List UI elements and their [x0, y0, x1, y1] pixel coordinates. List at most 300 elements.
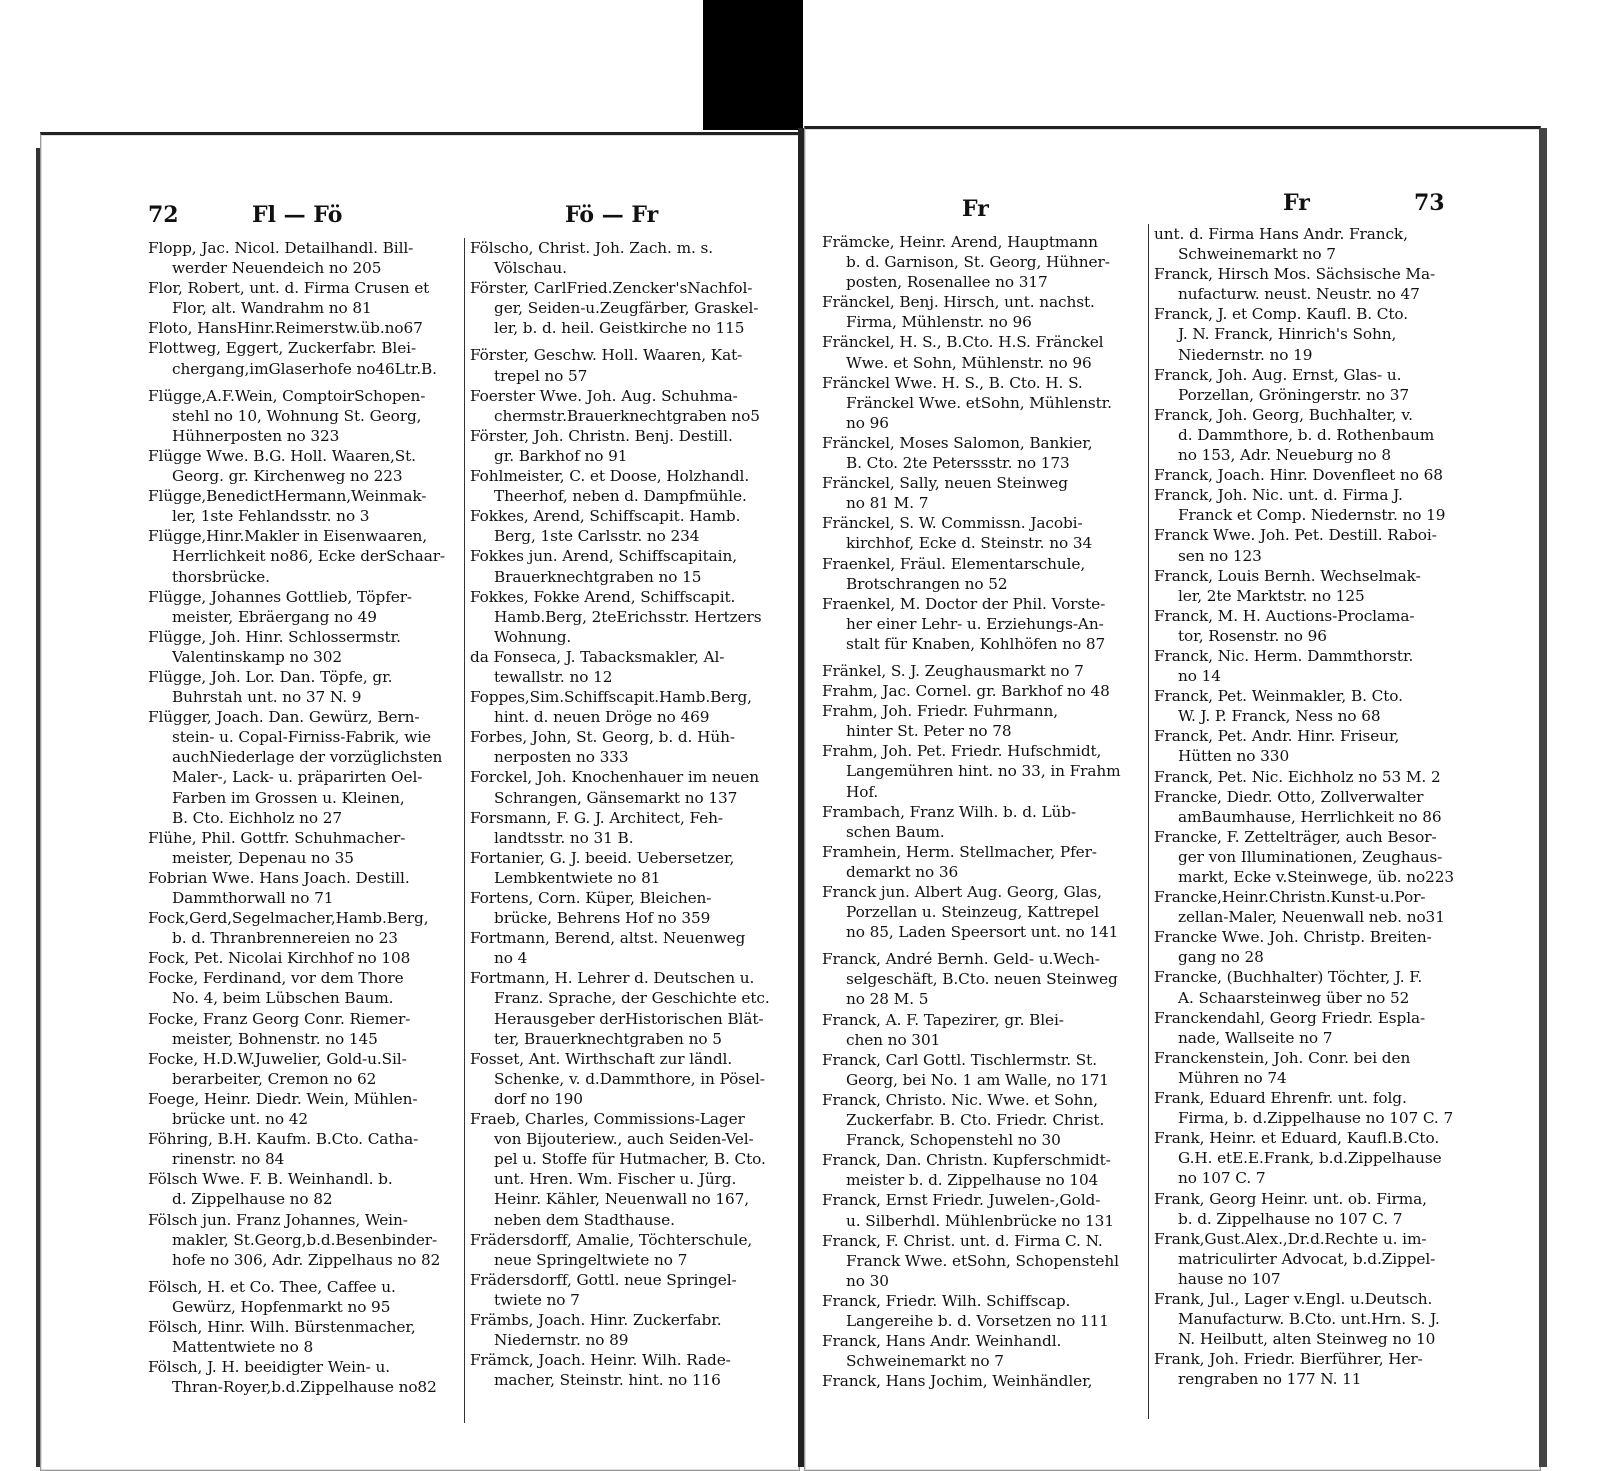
directory-entry: [822, 332, 1150, 372]
entry-line: Franck, Hans Jochim, Weinhändler,: [822, 1372, 1093, 1391]
entry-line: neue Springeltwiete no 7: [494, 1250, 688, 1269]
right-page-column-2: [1148, 224, 1486, 1419]
directory-entry: [822, 802, 1150, 842]
entry-line: G.H. etE.E.Frank, b.d.Zippelhause: [1178, 1149, 1442, 1168]
directory-entry: [148, 1089, 462, 1129]
directory-entry: [1154, 927, 1486, 967]
entry-line: Foerster Wwe. Joh. Aug. Schuhma-: [470, 386, 738, 405]
directory-entry: [1154, 304, 1486, 364]
entry-line: Franck, Joach. Hinr. Dovenfleet no 68: [1154, 466, 1443, 485]
entry-line: Fobrian Wwe. Hans Joach. Destill.: [148, 868, 410, 887]
directory-entry: [822, 1150, 1150, 1190]
entry-line: Fölsch, J. H. beeidigter Wein- u.: [148, 1358, 390, 1377]
entry-line: hofe no 306, Adr. Zippelhaus no 82: [172, 1250, 441, 1269]
entry-line: u. Silberhdl. Mühlenbrücke no 131: [846, 1211, 1114, 1230]
entry-line: Fock, Pet. Nicolai Kirchhof no 108: [148, 949, 411, 968]
directory-entry: [822, 882, 1150, 942]
entry-line: no 96: [846, 413, 889, 432]
directory-entry: [1154, 827, 1486, 887]
entry-line: d. Zippelhause no 82: [172, 1190, 333, 1209]
entry-line: B. Cto. 2te Peterssstr. no 173: [846, 454, 1070, 473]
entry-line: Hamb.Berg, 2teErichsstr. Hertzers: [494, 607, 762, 626]
directory-entry: [470, 587, 786, 647]
entry-line: amBaumhause, Herrlichkeit no 86: [1178, 807, 1442, 826]
entry-line: Franck, Joh. Georg, Buchhalter, v.: [1154, 405, 1413, 424]
directory-entry: [822, 842, 1150, 882]
entry-line: posten, Rosenallee no 317: [846, 273, 1048, 292]
directory-entry: [1154, 1008, 1486, 1048]
directory-entry: [470, 1310, 786, 1350]
entry-line: no 28 M. 5: [846, 990, 929, 1009]
directory-entry: [1154, 405, 1486, 465]
directory-entry: [822, 292, 1150, 332]
directory-entry: [1154, 264, 1486, 304]
entry-line: sen no 123: [1178, 546, 1262, 565]
directory-entry: [470, 278, 786, 338]
directory-entry: [470, 848, 786, 888]
directory-entry: [1154, 1349, 1486, 1389]
entry-line: Franck, Pet. Andr. Hinr. Friseur,: [1154, 727, 1400, 746]
entry-line: Flopp, Jac. Nicol. Detailhandl. Bill-: [148, 239, 414, 257]
entry-line: Niedernstr. no 89: [494, 1331, 629, 1350]
entry-line: neben dem Stadthause.: [494, 1210, 675, 1229]
entry-line: Franck, Carl Gottl. Tischlermstr. St.: [822, 1050, 1097, 1069]
entry-line: Främbs, Joach. Hinr. Zuckerfabr.: [470, 1310, 722, 1329]
entry-line: Fölsch jun. Franz Johannes, Wein-: [148, 1210, 408, 1229]
entry-line: Frambach, Franz Wilh. b. d. Lüb-: [822, 802, 1077, 821]
entry-line: Franck, F. Christ. unt. d. Firma C. N.: [822, 1231, 1103, 1250]
directory-entry: [148, 1277, 462, 1317]
entry-line: J. N. Franck, Hinrich's Sohn,: [1178, 325, 1397, 344]
entry-line: Fosset, Ant. Wirthschaft zur ländl.: [470, 1049, 733, 1068]
entry-line: makler, St.Georg,b.d.Besenbinder-: [172, 1230, 438, 1249]
entry-line: Fränckel, Benj. Hirsch, unt. nachst.: [822, 293, 1095, 312]
entry-line: Franck, Nic. Herm. Dammthorstr.: [1154, 646, 1414, 665]
entry-line: Flügge Wwe. B.G. Holl. Waaren,St.: [148, 446, 416, 465]
entry-line: dorf no 190: [494, 1089, 583, 1108]
entry-line: Franck, Pet. Weinmakler, B. Cto.: [1154, 687, 1403, 706]
directory-entry: [470, 1049, 786, 1109]
entry-line: Forckel, Joh. Knochenhauer im neuen: [470, 768, 760, 787]
entry-line: hinter St. Peter no 78: [846, 722, 1012, 741]
entry-line: Franck jun. Albert Aug. Georg, Glas,: [822, 883, 1102, 901]
entry-line: b. d. Zippelhause no 107 C. 7: [1178, 1209, 1403, 1228]
directory-entry: [822, 949, 1150, 1009]
entry-line: meister, Bohnenstr. no 145: [172, 1029, 378, 1048]
entry-line: Francke Wwe. Joh. Christp. Breiten-: [1154, 928, 1432, 947]
entry-line: Fortmann, H. Lehrer d. Deutschen u.: [470, 969, 755, 988]
entry-line: nerposten no 333: [494, 748, 629, 767]
directory-entry: [822, 513, 1150, 553]
entry-line: Frank, Eduard Ehrenfr. unt. folg.: [1154, 1089, 1407, 1108]
entry-line: gang no 28: [1178, 948, 1264, 967]
entry-line: Franck, J. et Comp. Kaufl. B. Cto.: [1154, 305, 1409, 324]
entry-line: Förster, Joh. Christn. Benj. Destill.: [470, 426, 733, 445]
entry-line: demarkt no 36: [846, 862, 959, 881]
entry-line: Flügge,A.F.Wein, ComptoirSchopen-: [148, 386, 426, 405]
entry-line: Buhrstah unt. no 37 N. 9: [172, 688, 362, 707]
directory-entry: [1154, 1289, 1486, 1349]
entry-line: Franck, Schopenstehl no 30: [846, 1131, 1061, 1150]
directory-entry: [822, 373, 1150, 433]
entry-line: Förster, Geschw. Holl. Waaren, Kat-: [470, 346, 743, 365]
entry-line: Foppes,Sim.Schiffscapit.Hamb.Berg,: [470, 688, 752, 707]
entry-line: Fränkel, S. J. Zeughausmarkt no 7: [822, 661, 1084, 680]
entry-line: Flügger, Joach. Dan. Gewürz, Bern-: [148, 708, 420, 727]
entry-line: unt. Hren. Wm. Fischer u. Jürg.: [494, 1170, 737, 1189]
entry-line: stein- u. Copal-Firniss-Fabrik, wie: [172, 728, 431, 747]
directory-entry: [148, 386, 462, 446]
entry-line: matriculirter Advocat, b.d.Zippel-: [1178, 1249, 1436, 1268]
entry-line: chermstr.Brauerknechtgraben no5: [494, 406, 760, 425]
entry-line: Herausgeber derHistorischen Blät-: [494, 1009, 764, 1028]
entry-line: werder Neuendeich no 205: [172, 259, 382, 278]
entry-line: Frädersdorff, Amalie, Töchterschule,: [470, 1230, 753, 1249]
directory-entry: [148, 627, 462, 667]
directory-entry: [470, 466, 786, 506]
entry-line: stehl no 10, Wohnung St. Georg,: [172, 406, 422, 425]
directory-entry: [822, 1231, 1150, 1291]
right-header-left: Fr: [962, 196, 989, 222]
entry-line: Franz. Sprache, der Geschichte etc.: [494, 989, 770, 1008]
directory-entry: [822, 661, 1150, 681]
entry-line: Franck Wwe. Joh. Pet. Destill. Raboi-: [1154, 526, 1437, 545]
entry-line: hint. d. neuen Dröge no 469: [494, 708, 710, 727]
entry-line: thorsbrücke.: [172, 567, 270, 586]
entry-line: meister, Depenau no 35: [172, 848, 354, 867]
entry-line: Mattentwiete no 8: [172, 1338, 314, 1357]
directory-entry: [822, 681, 1150, 701]
entry-line: Fock,Gerd,Segelmacher,Hamb.Berg,: [148, 909, 429, 928]
entry-line: auchNiederlage der vorzüglichsten: [172, 748, 443, 767]
directory-entry: [822, 1190, 1150, 1230]
entry-line: von Bijouteriew., auch Seiden-Vel-: [494, 1130, 754, 1149]
entry-line: Franck Wwe. etSohn, Schopenstehl: [846, 1251, 1119, 1270]
entry-line: Franckendahl, Georg Friedr. Espla-: [1154, 1008, 1426, 1027]
directory-entry: [470, 1109, 786, 1230]
entry-line: Floto, HansHinr.Reimerstw.üb.no67: [148, 319, 423, 338]
entry-line: Langemühren hint. no 33, in Frahm: [846, 762, 1121, 781]
entry-line: Langereihe b. d. Vorsetzen no 111: [846, 1311, 1109, 1330]
entry-line: Franck, Dan. Christn. Kupferschmidt-: [822, 1151, 1111, 1170]
entry-line: Fränckel, Sally, neuen Steinweg: [822, 474, 1068, 493]
entry-line: Fraeb, Charles, Commissions-Lager: [470, 1110, 745, 1129]
entry-line: Franck, Joh. Nic. unt. d. Firma J.: [1154, 486, 1403, 505]
directory-entry: [1154, 525, 1486, 565]
entry-line: Fränckel, H. S., B.Cto. H.S. Fränckel: [822, 333, 1104, 352]
entry-line: Fränckel, S. W. Commissn. Jacobi-: [822, 514, 1083, 533]
directory-entry: [470, 1350, 786, 1390]
entry-line: gr. Barkhof no 91: [494, 446, 628, 465]
entry-line: kirchhof, Ecke d. Steinstr. no 34: [846, 534, 1093, 553]
entry-line: Främck, Joach. Heinr. Wilh. Rade-: [470, 1351, 731, 1370]
entry-line: no 81 M. 7: [846, 494, 929, 513]
entry-line: rinenstr. no 84: [172, 1150, 285, 1169]
entry-line: tewallstr. no 12: [494, 667, 613, 686]
entry-line: Flor, Robert, unt. d. Firma Crusen et: [148, 279, 430, 298]
directory-entry: [1154, 1189, 1486, 1229]
entry-line: meister b. d. Zippelhause no 104: [846, 1171, 1099, 1190]
entry-line: Franck, Louis Bernh. Wechselmak-: [1154, 566, 1421, 585]
entry-line: macher, Steinstr. hint. no 116: [494, 1371, 721, 1390]
entry-line: A. Schaarsteinweg über no 52: [1178, 988, 1410, 1007]
directory-entry: [1154, 887, 1486, 927]
entry-line: Fölscho, Christ. Joh. Zach. m. s.: [470, 239, 714, 257]
entry-line: Valentinskamp no 302: [172, 647, 342, 666]
entry-line: Wohnung.: [494, 627, 572, 646]
directory-entry: [1154, 1128, 1486, 1188]
entry-line: Frank, Joh. Friedr. Bierführer, Her-: [1154, 1350, 1423, 1369]
entry-line: Focke, Franz Georg Conr. Riemer-: [148, 1009, 411, 1028]
entry-line: ler, b. d. heil. Geistkirche no 115: [494, 319, 745, 338]
directory-entry: [148, 587, 462, 627]
right-page-number: 73: [1414, 190, 1445, 216]
directory-entry: [470, 928, 786, 968]
directory-entry: [148, 1357, 462, 1397]
entry-line: Berg, 1ste Carlsstr. no 234: [494, 527, 700, 546]
entry-line: chen no 301: [846, 1030, 941, 1049]
entry-line: ler, 1ste Fehlandsstr. no 3: [172, 507, 370, 526]
entry-line: Dammthorwall no 71: [172, 889, 334, 907]
entry-line: Fokkes, Fokke Arend, Schiffscapit.: [470, 587, 736, 606]
entry-line: Flügge, Johannes Gottlieb, Töpfer-: [148, 587, 412, 606]
entry-line: Maler-, Lack- u. präparirten Oel-: [172, 768, 423, 787]
entry-line: Porzellan, Gröningerstr. no 37: [1178, 385, 1410, 404]
entry-line: Schrangen, Gänsemarkt no 137: [494, 788, 738, 807]
directory-entry: [148, 1129, 462, 1169]
directory-entry: [470, 238, 786, 278]
entry-line: da Fonseca, J. Tabacksmakler, Al-: [470, 647, 725, 666]
directory-entry: [1154, 465, 1486, 485]
entry-line: Lembkentwiete no 81: [494, 868, 661, 887]
entry-line: zellan-Maler, Neuenwall neb. no31: [1178, 908, 1445, 927]
entry-line: Forbes, John, St. Georg, b. d. Hüh-: [470, 728, 735, 747]
directory-entry: [148, 278, 462, 318]
directory-entry: [822, 1010, 1150, 1050]
entry-line: No. 4, beim Lübschen Baum.: [172, 989, 394, 1008]
entry-line: Franck, Ernst Friedr. Juwelen-,Gold-: [822, 1191, 1101, 1210]
left-header-left: Fl — Fö: [252, 202, 343, 228]
entry-line: Franckenstein, Joh. Conr. bei den: [1154, 1048, 1411, 1067]
directory-entry: [148, 908, 462, 948]
entry-line: Porzellan u. Steinzeug, Kattrepel: [846, 903, 1100, 922]
entry-line: Flügge, Joh. Hinr. Schlossermstr.: [148, 627, 401, 646]
right-header-right: Fr: [1283, 190, 1310, 216]
entry-line: twiete no 7: [494, 1290, 580, 1309]
directory-entry: [148, 828, 462, 868]
directory-entry: [470, 386, 786, 426]
entry-line: Fölsch Wwe. F. B. Weinhandl. b.: [148, 1170, 393, 1189]
directory-entry: [1154, 726, 1486, 766]
entry-line: Franck, A. F. Tapezirer, gr. Blei-: [822, 1010, 1064, 1029]
directory-entry: [470, 1230, 786, 1270]
directory-entry: [148, 1317, 462, 1357]
entry-line: Hühnerposten no 323: [172, 426, 340, 445]
entry-line: Theerhof, neben d. Dampfmühle.: [494, 487, 747, 506]
directory-entry: [1154, 787, 1486, 827]
left-header-right: Fö — Fr: [565, 202, 659, 228]
directory-entry: [1154, 365, 1486, 405]
entry-line: Herrlichkeit no86, Ecke derSchaar-: [172, 547, 445, 566]
entry-line: Schweinemarkt no 7: [1178, 245, 1336, 264]
entry-line: Fokkes jun. Arend, Schiffscapitain,: [470, 547, 737, 566]
entry-line: Frahm, Jac. Cornel. gr. Barkhof no 48: [822, 682, 1110, 701]
entry-line: Francke, (Buchhalter) Töchter, J. F.: [1154, 968, 1423, 987]
entry-line: Främcke, Heinr. Arend, Hauptmann: [822, 233, 1098, 251]
entry-line: Brotschrangen no 52: [846, 574, 1008, 593]
entry-line: Frädersdorff, Gottl. neue Springel-: [470, 1270, 737, 1289]
entry-line: hause no 107: [1178, 1269, 1281, 1288]
directory-entry: [148, 338, 462, 378]
directory-entry: [148, 968, 462, 1008]
entry-line: Schenke, v. d.Dammthore, in Pösel-: [494, 1069, 765, 1088]
left-page-column-2: [464, 238, 786, 1423]
entry-line: markt, Ecke v.Steinwege, üb. no223: [1178, 868, 1455, 886]
directory-entry: [1154, 1229, 1486, 1289]
entry-line: Farben im Grossen u. Kleinen,: [172, 788, 405, 807]
entry-line: landtsstr. no 31 B.: [494, 828, 634, 847]
entry-line: nade, Wallseite no 7: [1178, 1028, 1333, 1047]
entry-line: Flottweg, Eggert, Zuckerfabr. Blei-: [148, 339, 417, 358]
directory-entry: [470, 888, 786, 928]
directory-entry: [470, 345, 786, 385]
entry-line: Brauerknechtgraben no 15: [494, 567, 702, 586]
entry-line: Flügge,BenedictHermann,Weinmak-: [148, 487, 427, 506]
directory-entry: [148, 707, 462, 828]
entry-line: Fränckel, Moses Salomon, Bankier,: [822, 433, 1093, 452]
entry-line: Heinr. Kähler, Neuenwall no 167,: [494, 1190, 750, 1209]
entry-line: Fränckel Wwe. etSohn, Mühlenstr.: [846, 393, 1112, 412]
entry-line: Frank, Heinr. et Eduard, Kaufl.B.Cto.: [1154, 1129, 1440, 1148]
directory-entry: [1154, 224, 1486, 264]
directory-entry: [470, 727, 786, 767]
entry-line: Franck et Comp. Niedernstr. no 19: [1178, 506, 1446, 525]
entry-line: ler, 2te Marktstr. no 125: [1178, 586, 1365, 605]
entry-line: Forsmann, F. G. J. Architect, Feh-: [470, 808, 723, 827]
entry-line: b. d. Thranbrennereien no 23: [172, 929, 398, 948]
entry-line: pel u. Stoffe für Hutmacher, B. Cto.: [494, 1150, 766, 1169]
entry-line: Völschau.: [494, 259, 567, 278]
right-page-column-1: [822, 232, 1150, 1391]
directory-entry: [822, 1371, 1150, 1391]
directory-entry: [470, 546, 786, 586]
entry-line: Franck, Hans Andr. Weinhandl.: [822, 1332, 1062, 1351]
directory-entry: [822, 473, 1150, 513]
directory-entry: [148, 948, 462, 968]
entry-line: Fortanier, G. J. beeid. Uebersetzer,: [470, 848, 735, 867]
directory-entry: [148, 1009, 462, 1049]
entry-line: Frank,Gust.Alex.,Dr.d.Rechte u. im-: [1154, 1229, 1427, 1248]
entry-line: Franck, M. H. Auctions-Proclama-: [1154, 606, 1415, 625]
directory-entry: [148, 667, 462, 707]
entry-line: Flühe, Phil. Gottfr. Schuhmacher-: [148, 828, 406, 847]
directory-entry: [822, 1331, 1150, 1371]
entry-line: Fortmann, Berend, altst. Neuenweg: [470, 929, 746, 948]
entry-line: no 85, Laden Speersort unt. no 141: [846, 923, 1119, 942]
entry-line: ger von Illuminationen, Zeughaus-: [1178, 847, 1443, 866]
entry-line: Fohlmeister, C. et Doose, Holzhandl.: [470, 467, 750, 486]
directory-entry: [148, 318, 462, 338]
entry-line: brücke unt. no 42: [172, 1110, 308, 1129]
directory-entry: [148, 1210, 462, 1270]
entry-line: Fortens, Corn. Küper, Bleichen-: [470, 889, 712, 907]
entry-line: no 30: [846, 1271, 889, 1290]
entry-line: Georg. gr. Kirchenweg no 223: [172, 467, 403, 486]
entry-line: Fraenkel, M. Doctor der Phil. Vorste-: [822, 594, 1106, 613]
entry-line: Gewürz, Hopfenmarkt no 95: [172, 1297, 391, 1316]
entry-line: Flügge,Hinr.Makler in Eisenwaaren,: [148, 527, 428, 546]
directory-entry: [1154, 1048, 1486, 1088]
entry-line: W. J. P. Franck, Ness no 68: [1178, 707, 1381, 726]
entry-line: Mühren no 74: [1178, 1068, 1287, 1087]
directory-entry: [1154, 967, 1486, 1007]
left-page-column-1: [148, 238, 462, 1397]
entry-line: no 14: [1178, 667, 1221, 686]
entry-line: Frahm, Joh. Friedr. Fuhrmann,: [822, 702, 1058, 721]
entry-line: brücke, Behrens Hof no 359: [494, 909, 711, 928]
entry-line: Hütten no 330: [1178, 747, 1290, 766]
entry-line: Firma, Mühlenstr. no 96: [846, 313, 1032, 332]
entry-line: Franck, André Bernh. Geld- u.Wech-: [822, 950, 1100, 969]
directory-entry: [822, 701, 1150, 741]
directory-entry: [470, 506, 786, 546]
entry-line: Frank, Jul., Lager v.Engl. u.Deutsch.: [1154, 1289, 1433, 1308]
entry-line: no 107 C. 7: [1178, 1169, 1266, 1188]
directory-entry: [1154, 606, 1486, 646]
entry-line: Focke, Ferdinand, vor dem Thore: [148, 969, 404, 988]
entry-line: Wwe. et Sohn, Mühlenstr. no 96: [846, 353, 1092, 372]
entry-line: schen Baum.: [846, 822, 945, 841]
entry-line: b. d. Garnison, St. Georg, Hühner-: [846, 253, 1110, 272]
entry-line: chergang,imGlaserhofe no46Ltr.B.: [172, 359, 437, 378]
directory-entry: [470, 647, 786, 687]
entry-line: Hof.: [846, 782, 879, 801]
entry-line: Francke,Heinr.Christn.Kunst-u.Por-: [1154, 888, 1426, 907]
directory-entry: [470, 426, 786, 466]
entry-line: meister, Ebräergang no 49: [172, 607, 377, 626]
directory-entry: [822, 232, 1150, 292]
directory-entry: [1154, 767, 1486, 787]
entry-line: Firma, b. d.Zippelhause no 107 C. 7: [1178, 1109, 1454, 1128]
directory-entry: [822, 1090, 1150, 1150]
entry-line: selgeschäft, B.Cto. neuen Steinweg: [846, 970, 1118, 989]
entry-line: stalt für Knaben, Kohlhöfen no 87: [846, 634, 1106, 653]
entry-line: Fokkes, Arend, Schiffscapit. Hamb.: [470, 507, 741, 526]
entry-line: Manufacturw. B.Cto. unt.Hrn. S. J.: [1178, 1310, 1440, 1329]
entry-line: Franck, Christo. Nic. Wwe. et Sohn,: [822, 1090, 1098, 1109]
entry-line: ger, Seiden-u.Zeugfärber, Graskel-: [494, 299, 759, 318]
left-page-number: 72: [148, 202, 179, 228]
entry-line: Zuckerfabr. B. Cto. Friedr. Christ.: [846, 1111, 1105, 1130]
entry-line: tor, Rosenstr. no 96: [1178, 626, 1327, 645]
entry-line: Foege, Heinr. Diedr. Wein, Mühlen-: [148, 1089, 418, 1108]
entry-line: Frank, Georg Heinr. unt. ob. Firma,: [1154, 1189, 1427, 1208]
entry-line: Fölsch, Hinr. Wilh. Bürstenmacher,: [148, 1317, 416, 1336]
entry-line: Franck, Pet. Nic. Eichholz no 53 M. 2: [1154, 767, 1441, 786]
directory-entry: [470, 808, 786, 848]
entry-line: B. Cto. Eichholz no 27: [172, 808, 343, 827]
entry-line: Fraenkel, Fräul. Elementarschule,: [822, 554, 1086, 573]
entry-line: ter, Brauerknechtgraben no 5: [494, 1029, 722, 1048]
entry-line: Franck, Friedr. Wilh. Schiffscap.: [822, 1291, 1071, 1310]
directory-entry: [1154, 485, 1486, 525]
entry-line: Flor, alt. Wandrahm no 81: [172, 299, 372, 318]
top-black-tab: [703, 0, 803, 130]
entry-line: Franck, Joh. Aug. Ernst, Glas- u.: [1154, 365, 1402, 384]
entry-line: N. Heilbutt, alten Steinweg no 10: [1178, 1330, 1436, 1349]
directory-entry: [148, 1049, 462, 1089]
directory-entry: [822, 1050, 1150, 1090]
